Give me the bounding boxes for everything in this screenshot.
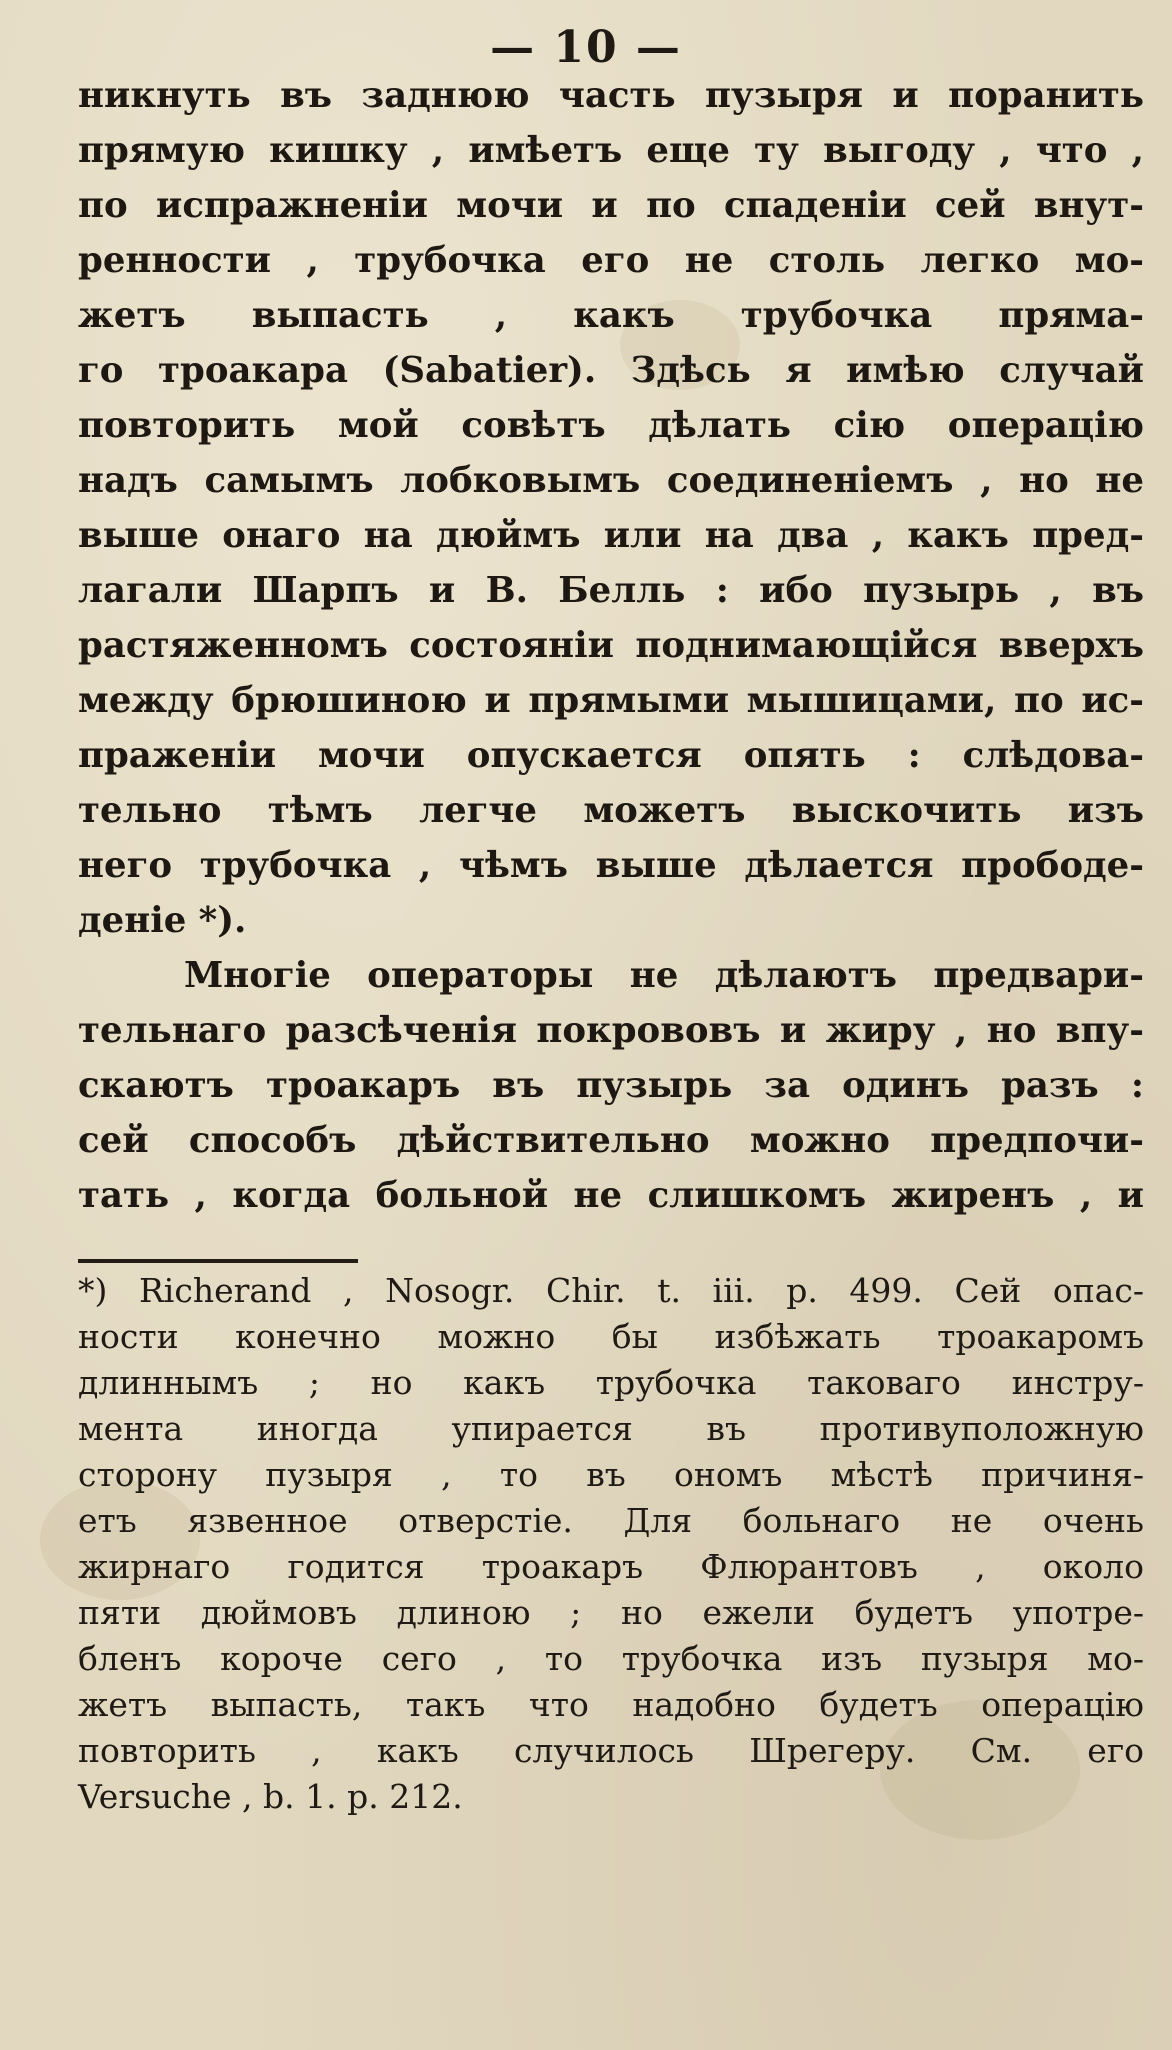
text-line: между брюшиною и прямыми мышицами, по ис- (78, 680, 1144, 721)
footnote-line: жетъ выпасть, такъ что надобно будетъ операцію (78, 1685, 1144, 1724)
text-line: прямую кишку , имѣетъ еще ту выгоду , что , (78, 130, 1144, 171)
footnote-line: *) Richerand , Nosogr. Chir. t. iii. p. 499. Сей опас- (78, 1271, 1144, 1310)
text-line: лагали Шарпъ и В. Белль : ибо пузырь , въ (78, 570, 1144, 611)
text-line: ренности , трубочка его не столь легко мо- (78, 240, 1144, 281)
text-line: го троакара (Sabatier). Здѣсь я имѣю случай (78, 350, 1144, 391)
footnote-line: мента иногда упирается въ противуположную (78, 1409, 1144, 1448)
text-line: выше онаго на дюймъ или на два , какъ пред- (78, 515, 1144, 556)
footnote-line: жирнаго годится троакаръ Флюрантовъ , около (78, 1547, 1144, 1586)
text-line: тать , когда больной не слишкомъ жиренъ , и (78, 1175, 1144, 1216)
text-line: сей способъ дѣйствительно можно предпочи- (78, 1120, 1144, 1161)
text-line: тельно тѣмъ легче можетъ выскочить изъ (78, 790, 1144, 831)
text-line: никнуть въ заднюю часть пузыря и поранить (78, 75, 1144, 116)
main-text-block (78, 68, 1144, 1223)
footnote-line: Versuche , b. 1. p. 212. (78, 1777, 463, 1816)
footnote-line: бленъ короче сего , то трубочка изъ пузыря мо- (78, 1639, 1144, 1678)
footnote-line: пяти дюймовъ длиною ; но ежели будетъ употре- (78, 1593, 1144, 1632)
text-line: него трубочка , чѣмъ выше дѣлается прободе- (78, 845, 1144, 886)
footnote-line: длиннымъ ; но какъ трубочка таковаго инстру- (78, 1363, 1144, 1402)
text-line: праженіи мочи опускается опять : слѣдова- (78, 735, 1144, 776)
text-line: повторить мой совѣтъ дѣлать сію операцію (78, 405, 1144, 446)
footnote-line: повторить , какъ случилось Шрегеру. См. его (78, 1731, 1144, 1770)
footnote-separator-rule (78, 1259, 358, 1263)
footnote-line: сторону пузыря , то въ ономъ мѣстѣ причиня- (78, 1455, 1144, 1494)
footnote-line: етъ язвенное отверстіе. Для больнаго не очень (78, 1501, 1144, 1540)
text-line: скаютъ троакаръ въ пузырь за одинъ разъ : (78, 1065, 1144, 1106)
text-line: по испражненіи мочи и по спаденіи сей внут- (78, 185, 1144, 226)
text-line: тельнаго разсѣченія покрововъ и жиру , но впу- (78, 1010, 1144, 1051)
paragraph-first-line: Многіе операторы не дѣлаютъ предвари- (184, 955, 1144, 996)
footnote-block (78, 1268, 1144, 1820)
text-line: надъ самымъ лобковымъ соединеніемъ , но не (78, 460, 1144, 501)
text-line: жетъ выпасть , какъ трубочка пряма- (78, 295, 1144, 336)
text-line: деніе *). (78, 900, 247, 941)
page-number: — 10 — (490, 22, 682, 73)
footnote-line: ности конечно можно бы избѣжать троакаромъ (78, 1317, 1144, 1356)
text-line: растяженномъ состояніи поднимающійся вверхъ (78, 625, 1144, 666)
